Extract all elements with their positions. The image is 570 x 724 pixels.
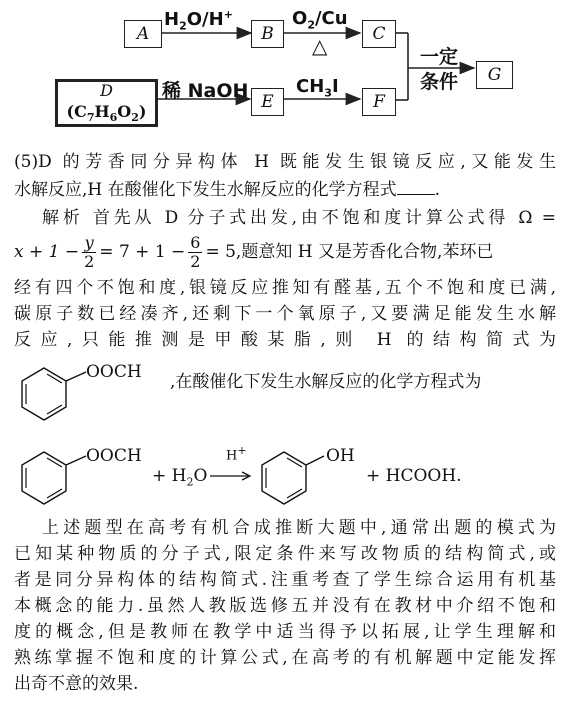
question-line-2-text: 水解反应,H 在酸催化下发生水解反应的化学方程式 bbox=[14, 180, 397, 200]
fraction-2-denominator: 2 bbox=[190, 251, 201, 271]
summary-line-6: 熟练掌握不饱和度的计算公式,在高考的有机解题中定能发挥 bbox=[14, 648, 556, 668]
condition-methyl-iodide: $CH_3I$ bbox=[296, 76, 339, 100]
condition-dilute-naoh: 稀 NaOH bbox=[162, 80, 249, 102]
compound-g-box: G bbox=[476, 61, 513, 89]
compound-d-box bbox=[55, 79, 158, 127]
phenol-structure bbox=[254, 446, 334, 516]
equation-acid-catalyst: H+ bbox=[226, 444, 247, 464]
compound-f-box: F bbox=[362, 88, 396, 116]
fraction-1-numerator: y bbox=[84, 232, 94, 252]
analysis-line-6: ,在酸催化下发生水解反应的化学方程式为 bbox=[170, 372, 482, 392]
summary-line-1: 上述题型在高考有机合成推断大题中,通常出题的模式为 bbox=[42, 518, 556, 538]
compound-e-box: E bbox=[251, 88, 284, 116]
compound-d-label: D bbox=[100, 81, 113, 101]
equation-water: + $H_2O$ bbox=[152, 466, 208, 489]
summary-line-3: 者是同分异构体的结构简式.注重考查了学生综合运用有机基 bbox=[14, 570, 556, 590]
formula-rest-part: = 5,题意知 H 又是芳香化合物,苯环已 bbox=[205, 242, 494, 262]
condition-oxidation: $O_2/Cu$ bbox=[292, 8, 348, 32]
formula-x-part: x + 1 − bbox=[14, 242, 80, 262]
summary-line-2: 已知某种物质的分子式,限定条件来写改物质的结构简式,或 bbox=[14, 544, 556, 564]
analysis-line-4: 碳原子数已经凑齐,还剩下一个氧原子,又要满足能发生水解 bbox=[14, 304, 556, 324]
phenol-hydroxyl: OH bbox=[326, 446, 355, 466]
summary-line-5: 度的概念,但是教师在教学中适当得予以拓展,让学生理解和 bbox=[14, 622, 556, 642]
summary-line-4: 本概念的能力.虽然人教版选修五并没有在教材中介绍不饱和 bbox=[14, 596, 556, 616]
equation-reactant-group: OOCH bbox=[86, 446, 142, 466]
compound-b-box: B bbox=[251, 20, 284, 48]
condition-certain-2: 条件 bbox=[420, 71, 459, 93]
condition-hydrolysis: $H_2O/H^+$ bbox=[164, 8, 233, 33]
equation-formic-acid: + HCOOH. bbox=[366, 466, 462, 486]
question-line-2 bbox=[14, 178, 556, 202]
answer-blank bbox=[397, 178, 435, 195]
formula-eq-part: = 7 + 1 − bbox=[99, 242, 186, 262]
condition-certain-1: 一定 bbox=[420, 46, 459, 68]
analysis-line-5: 反应,只能推测是甲酸某脂,则 H 的结构简式为 bbox=[14, 330, 556, 350]
compound-a-box: A bbox=[124, 20, 162, 48]
compound-c-box: C bbox=[362, 20, 396, 48]
analysis-formula-line bbox=[14, 232, 556, 272]
fraction-y-over-2 bbox=[82, 234, 96, 271]
analysis-line-1: 解析 首先从 D 分子式出发,由不饱和度计算公式得 Ω = bbox=[42, 208, 556, 228]
fraction-6-over-2 bbox=[188, 234, 202, 271]
fraction-2-numerator: 6 bbox=[190, 232, 201, 252]
phenyl-formate-structure bbox=[14, 362, 94, 432]
equation-arrow bbox=[208, 466, 254, 486]
analysis-line-3: 经有四个不饱和度,银镜反应推知有醛基,五个不饱和度已满, bbox=[14, 278, 556, 298]
summary-line-7: 出奇不意的效果. bbox=[14, 674, 139, 694]
fraction-1-denominator: 2 bbox=[84, 251, 95, 271]
equation-reactant-structure bbox=[14, 446, 94, 516]
compound-d-formula: $(C_7H_6O_2)$ bbox=[66, 102, 147, 125]
question-line-1: (5)D 的芳香同分异构体 H 既能发生银镜反应,又能发生 bbox=[14, 152, 556, 172]
structure-ester-group: OOCH bbox=[86, 362, 142, 382]
question-line-2-end: . bbox=[434, 180, 441, 200]
condition-heat-symbol: △ bbox=[312, 34, 328, 58]
